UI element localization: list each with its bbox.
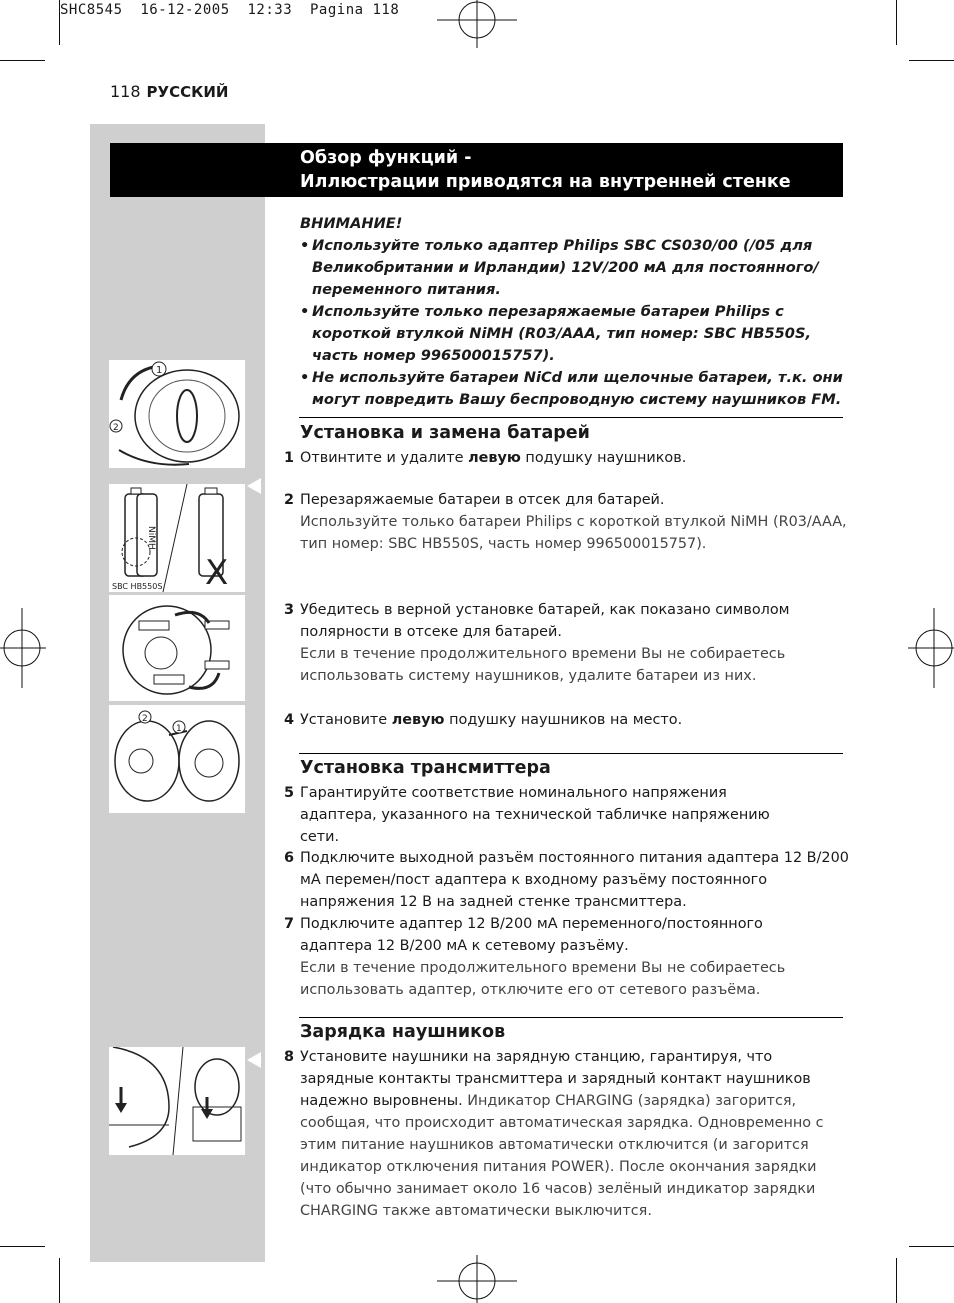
page-number-line bbox=[110, 82, 229, 101]
step-8: 8 Установите наушники на зарядную станцию, гарантируя, что зарядные контакты трансмиттера и зарядный контакт наушников надежно выровнены. Индикатор CHARGING (зарядка) загорится, сообщая, что происходит автоматическая зарядка. Одновременно с этим питание наушников автоматически отключится (и загорится индикатор отключения питания POWER). После окончания зарядки (что обычно занимает около 16 часов) зелёный индикатор зарядки CHARGING также автоматически выключится. bbox=[284, 1049, 824, 1219]
svg-text:1: 1 bbox=[176, 724, 182, 734]
svg-text:SBC HB550S: SBC HB550S bbox=[112, 582, 163, 591]
step-7: 7 Подключите адаптер 12 В/200 мА переменного/постоянного адаптера 12 В/200 мА к сетевому разъёму. Если в течение продолжительного времени Вы не собираетесь использовать адаптер, отключите его от сетевого разъёма. bbox=[284, 916, 786, 998]
warning-item: • Используйте только адаптер Philips SBC CS030/00 (/05 для Великобритании и Ирландии) 12V/200 мA для постоянного/переменного питания. bbox=[300, 235, 850, 301]
registration-mark-left bbox=[0, 603, 48, 693]
battery-icon bbox=[109, 484, 245, 592]
section-title-transmitter: Установка трансмиттера bbox=[300, 758, 551, 778]
svg-text:NiMH: NiMH bbox=[146, 526, 156, 550]
battery-compartment-icon bbox=[109, 595, 245, 701]
section-title-batteries: Установка и замена батарей bbox=[300, 423, 590, 443]
headphone-icon bbox=[109, 705, 245, 813]
svg-text:2: 2 bbox=[142, 714, 148, 724]
step-5: 5 Гарантируйте соответствие номинального напряжения адаптера, указанного на технической табличке напряжению сети. bbox=[284, 785, 770, 845]
pointer-notch bbox=[247, 478, 261, 494]
section-rule bbox=[299, 1017, 843, 1018]
registration-mark-right bbox=[906, 603, 954, 693]
svg-text:1: 1 bbox=[156, 365, 163, 376]
headphone-cushion-icon bbox=[109, 360, 245, 468]
warning-item: • Не используйте батареи NiCd или щелочные батареи, т.к. они могут повредить Вашу беспроводную систему наушников FM. bbox=[300, 367, 850, 411]
registration-mark-top bbox=[432, 0, 522, 50]
step-6: 6 Подключите выходной разъём постоянного питания адаптера 12 В/200 мА перемен/пост адаптера к входному разъёму постоянного напряжения 12 В на задней стенке трансмиттера. bbox=[284, 850, 849, 910]
illustration-polarity bbox=[109, 595, 245, 701]
svg-text:X: X bbox=[205, 553, 229, 592]
warning-heading: ВНИМАНИЕ! bbox=[300, 215, 403, 232]
step-4: 4 Установите левую подушку наушников на место. bbox=[284, 712, 683, 728]
section-rule bbox=[299, 417, 843, 418]
warning-block bbox=[300, 213, 850, 411]
illustration-charging bbox=[109, 1047, 245, 1155]
section-rule bbox=[299, 753, 843, 754]
registration-mark-bottom bbox=[432, 1253, 522, 1303]
step-2: 2 Перезаряжаемые батареи в отсек для батарей. Используйте только батареи Philips с короткой втулкой NiMH (R03/AAA, тип номер: SBC HB550S, часть номер 996500015757). bbox=[284, 492, 847, 552]
illustration-batteries bbox=[109, 484, 245, 592]
charging-station-icon bbox=[109, 1047, 245, 1155]
section-title-charging: Зарядка наушников bbox=[300, 1022, 506, 1042]
warning-item: • Используйте только перезаряжаемые батареи Philips с короткой втулкой NiMH (R03/AAA, тип номер: SBC HB550S, часть номер 996500015757). bbox=[300, 301, 850, 367]
page-number: 118 bbox=[110, 82, 141, 101]
language-label: РУССКИЙ bbox=[146, 83, 229, 101]
step-1: 1 Отвинтите и удалите левую подушку наушников. bbox=[284, 450, 687, 466]
illustration-reattach-cushion bbox=[109, 705, 245, 813]
page-title: Обзор функций - Иллюстрации приводятся на внутренней стенке bbox=[300, 148, 791, 192]
step-3: 3 Убедитесь в верной установке батарей, как показано символом полярности в отсеке для батарей. Если в течение продолжительного времени Вы не собираетесь использовать систему наушников, удалите батареи из них. bbox=[284, 602, 790, 684]
pointer-notch bbox=[247, 1052, 261, 1068]
svg-text:2: 2 bbox=[113, 423, 119, 433]
print-header: SHC8545 16-12-2005 12:33 Pagina 118 bbox=[60, 2, 400, 18]
illustration-remove-cushion bbox=[109, 360, 245, 468]
